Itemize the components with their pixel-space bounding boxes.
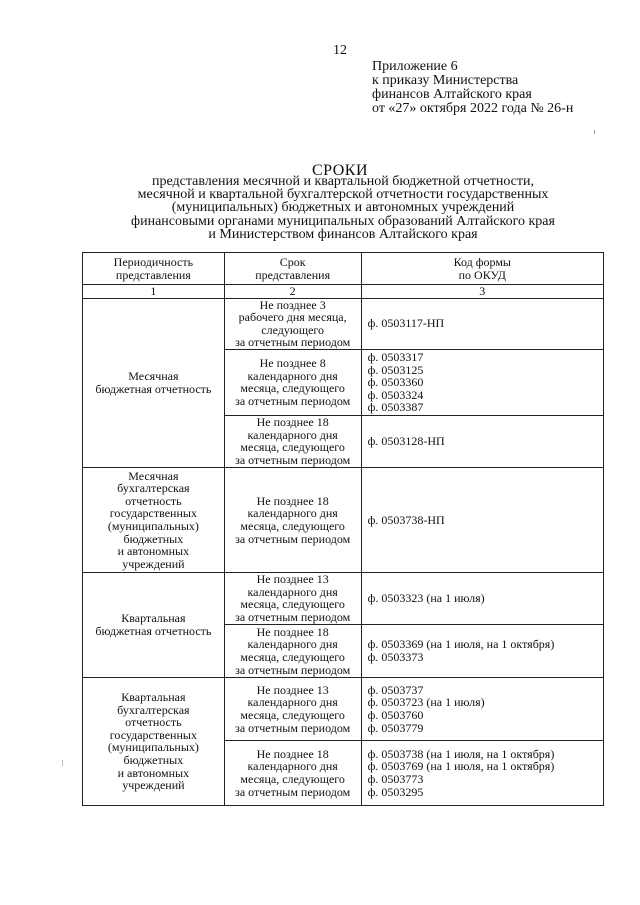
form-code: ф. 0503779 <box>367 720 424 735</box>
header-form-code: Код формы по ОКУД <box>361 253 603 285</box>
deadline-line: Не позднее 18 <box>256 415 329 430</box>
form-code-cell <box>361 572 603 624</box>
header-periodicity: Периодичность представления <box>83 253 225 285</box>
deadline-line: рабочего дня месяца, <box>238 310 347 325</box>
deadline-line: календарного дня <box>247 584 338 599</box>
periodicity-line: бюджетная отчетность <box>95 623 212 638</box>
deadline-line: за отчетным периодом <box>235 662 351 677</box>
form-code: ф. 0503738 (на 1 июля, на 1 октября) <box>367 746 555 761</box>
deadlines-table <box>82 252 604 806</box>
form-code: ф. 0503324 <box>367 387 424 402</box>
periodicity-line: государственных <box>109 506 197 521</box>
periodicity-line: бюджетных <box>123 531 184 546</box>
page-number: 12 <box>333 43 347 58</box>
periodicity-line: бюджетная отчетность <box>95 381 212 396</box>
scan-mark <box>62 760 63 766</box>
deadline-line: месяца, следующего <box>240 707 345 722</box>
table-row <box>83 467 604 572</box>
form-code-cell <box>361 349 603 415</box>
deadline-line: месяца, следующего <box>240 597 345 612</box>
form-code: ф. 0503387 <box>367 400 424 415</box>
periodicity-line: бухгалтерская <box>117 481 190 496</box>
subtitle-line: и Министерством финансов Алтайского края <box>208 226 478 242</box>
form-code-cell <box>361 415 603 467</box>
table-header-row <box>83 253 604 285</box>
form-code: ф. 0503769 (на 1 июля, на 1 октября) <box>367 759 555 774</box>
form-code: ф. 0503323 (на 1 июля) <box>367 591 485 606</box>
form-code-cell <box>361 298 603 349</box>
appendix-line: Приложение 6 <box>372 59 458 74</box>
periodicity-line: Месячная <box>128 468 179 483</box>
form-code: ф. 0503317 <box>367 349 424 364</box>
periodicity-line: Квартальная <box>121 611 186 626</box>
deadline-cell <box>224 677 361 740</box>
deadline-line: за отчетным периодом <box>235 784 351 799</box>
subtitle-line: месячной и квартальной бухгалтерской отчетности государственных <box>137 187 549 203</box>
form-code: ф. 0503760 <box>367 707 424 722</box>
column-number-row <box>83 285 604 299</box>
form-code: ф. 0503369 (на 1 июля, на 1 октября) <box>367 637 555 652</box>
deadline-cell <box>224 572 361 624</box>
appendix-line: от «27» октября 2022 года № 26-н <box>372 101 574 116</box>
appendix-header <box>372 60 573 116</box>
deadline-line: месяца, следующего <box>240 649 345 664</box>
header-deadline: Срок представления <box>224 253 361 285</box>
deadline-line: за отчетным периодом <box>235 720 351 735</box>
periodicity-line: государственных <box>109 727 197 742</box>
deadline-cell <box>224 415 361 467</box>
document-title: СРОКИ <box>311 162 369 179</box>
deadline-line: календарного дня <box>247 637 338 652</box>
periodicity-line: (муниципальных) <box>107 740 199 755</box>
periodicity-line: бюджетных <box>123 753 184 768</box>
table-body <box>83 298 604 805</box>
deadline-line: за отчетным периодом <box>235 394 351 409</box>
appendix-line: к приказу Министерства <box>372 73 519 88</box>
deadline-line: месяца, следующего <box>240 518 345 533</box>
deadline-line: календарного дня <box>247 427 338 442</box>
deadline-line: Не позднее 8 <box>259 356 326 371</box>
column-number: 3 <box>361 285 603 299</box>
table-row <box>83 677 604 740</box>
form-code: ф. 0503738-НП <box>367 512 445 527</box>
form-code: ф. 0503125 <box>367 362 424 377</box>
periodicity-cell <box>83 298 225 467</box>
periodicity-cell <box>83 467 225 572</box>
column-number: 1 <box>83 285 225 299</box>
periodicity-line: (муниципальных) <box>107 518 199 533</box>
form-code-cell <box>361 624 603 677</box>
deadline-line: Не позднее 18 <box>256 746 329 761</box>
deadline-line: календарного дня <box>247 506 338 521</box>
column-number: 2 <box>224 285 361 299</box>
form-code: ф. 0503773 <box>367 771 424 786</box>
periodicity-line: Квартальная <box>121 690 186 705</box>
periodicity-line: бухгалтерская <box>117 702 190 717</box>
form-code-cell <box>361 740 603 805</box>
deadline-line: месяца, следующего <box>240 381 345 396</box>
form-code: ф. 0503295 <box>367 784 424 799</box>
form-code-cell <box>361 467 603 572</box>
deadline-line: Не позднее 3 <box>259 297 326 312</box>
subtitle-line: (муниципальных) бюджетных и автономных учреждений <box>171 200 515 216</box>
deadline-line: календарного дня <box>247 368 338 383</box>
appendix-line: финансов Алтайского края <box>372 87 532 102</box>
deadline-line: Не позднее 13 <box>256 682 329 697</box>
deadline-cell <box>224 298 361 349</box>
form-code-cell <box>361 677 603 740</box>
deadline-cell <box>224 740 361 805</box>
deadline-cell <box>224 467 361 572</box>
subtitle-line: представления месячной и квартальной бюджетной отчетности, <box>151 174 534 189</box>
deadline-line: за отчетным периодом <box>235 335 351 350</box>
scan-mark <box>594 130 595 134</box>
subtitle-line: финансовыми органами муниципальных образований Алтайского края <box>131 213 555 229</box>
deadline-line: месяца, следующего <box>240 771 345 786</box>
deadline-line: за отчетным периодом <box>235 453 351 468</box>
periodicity-line: и автономных <box>117 544 190 559</box>
form-code: ф. 0503360 <box>367 375 424 390</box>
periodicity-line: отчетность <box>125 493 182 508</box>
form-code: ф. 0503373 <box>367 649 424 664</box>
deadline-line: Не позднее 18 <box>256 624 329 639</box>
periodicity-cell <box>83 572 225 677</box>
periodicity-cell <box>83 677 225 805</box>
periodicity-line: Месячная <box>128 369 179 384</box>
deadline-line: календарного дня <box>247 759 338 774</box>
table-row <box>83 572 604 624</box>
document-subtitle <box>0 175 640 241</box>
periodicity-line: и автономных <box>117 765 190 780</box>
table-row <box>83 298 604 349</box>
deadline-line: следующего <box>261 322 325 337</box>
deadline-line: месяца, следующего <box>240 440 345 455</box>
form-code: ф. 0503723 (на 1 июля) <box>367 695 485 710</box>
deadline-line: Не позднее 13 <box>256 572 329 587</box>
deadline-line: Не позднее 18 <box>256 493 329 508</box>
deadline-line: календарного дня <box>247 695 338 710</box>
deadline-line: за отчетным периодом <box>235 610 351 625</box>
periodicity-line: учреждений <box>122 778 185 793</box>
form-code: ф. 0503117-НП <box>367 316 445 331</box>
form-code: ф. 0503737 <box>367 682 424 697</box>
deadline-line: за отчетным периодом <box>235 531 351 546</box>
periodicity-line: отчетность <box>125 715 182 730</box>
deadline-cell <box>224 624 361 677</box>
deadline-cell <box>224 349 361 415</box>
form-code: ф. 0503128-НП <box>367 434 445 449</box>
periodicity-line: учреждений <box>122 556 185 571</box>
